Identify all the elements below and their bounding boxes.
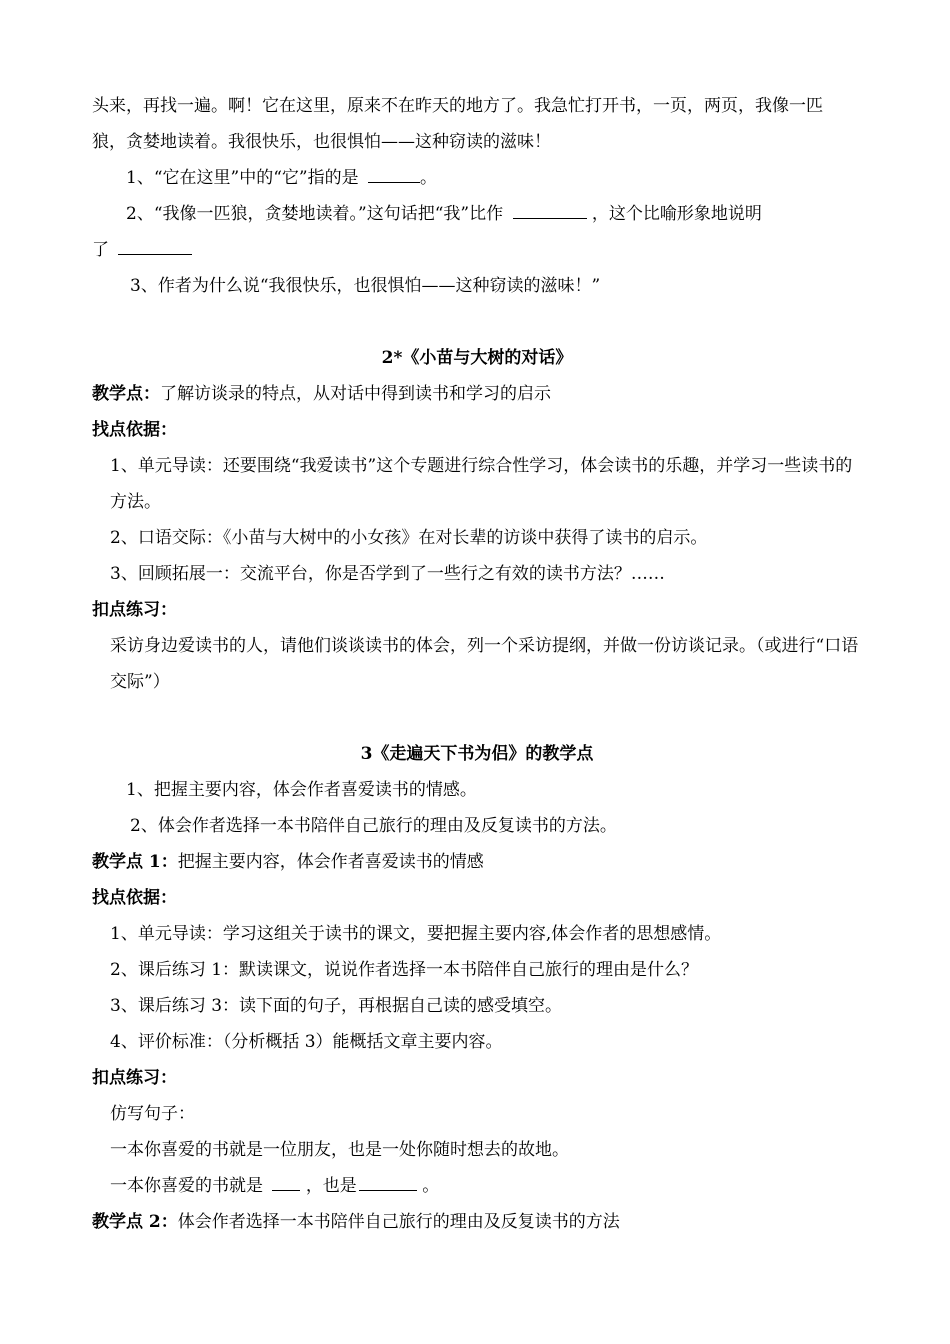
question-1	[92, 160, 862, 196]
question-text: 2、“我像一匹狼，贪婪地读着。”这句话把“我”比作	[126, 204, 504, 224]
basis-label: 找点依据：	[92, 888, 177, 908]
teaching-point-1	[92, 844, 862, 880]
basis-item: 2、口语交际：《小苗与大树中的小女孩》在对长辈的访谈中获得了读书的启示。	[110, 528, 708, 548]
teaching-point-label: 教学点 2：	[92, 1212, 178, 1232]
exercise-label: 扣点练习：	[92, 1068, 177, 1088]
document-page	[92, 88, 862, 1240]
answer-blank	[118, 238, 192, 255]
exercise-label: 扣点练习：	[92, 600, 177, 620]
point-item: 2、体会作者选择一本书陪伴自己旅行的理由及反复读书的方法。	[130, 816, 617, 836]
teaching-point-2	[92, 1204, 862, 1240]
section-title: 3《走遍天下书为侣》的教学点	[360, 744, 594, 764]
basis-item: 3、课后练习 3：读下面的句子，再根据自己读的感受填空。	[110, 996, 563, 1016]
section-title: 2*《小苗与大树的对话》	[381, 348, 573, 368]
teaching-point	[92, 376, 862, 412]
answer-blank	[513, 202, 587, 219]
fill-text: 一本你喜爱的书就是	[110, 1176, 263, 1196]
question-text: 1、“它在这里”中的“它”指的是	[126, 168, 359, 188]
question-2-continued	[92, 232, 862, 268]
basis-item: 2、课后练习 1：默读课文，说说作者选择一本书陪伴自己旅行的理由是什么？	[110, 960, 699, 980]
teaching-point-text: 了解访谈录的特点，从对话中得到读书和学习的启示	[160, 384, 551, 404]
fill-in-sentence	[92, 1168, 862, 1204]
fill-text: 。	[422, 1176, 440, 1196]
fill-text: ，也是	[305, 1176, 357, 1196]
answer-blank	[359, 1174, 417, 1191]
spacer	[92, 700, 862, 736]
question-3: 3、作者为什么说“我很快乐，也很惧怕——这种窃读的滋味！”	[130, 276, 601, 296]
passage-line: 狼，贪婪地读着。我很快乐，也很惧怕——这种窃读的滋味！	[92, 132, 551, 152]
teaching-point-text: 体会作者选择一本书陪伴自己旅行的理由及反复读书的方法	[177, 1212, 620, 1232]
answer-blank	[368, 166, 420, 183]
spacer	[92, 304, 862, 340]
basis-label: 找点依据：	[92, 420, 177, 440]
question-text: ，这个比喻形象地说明	[591, 204, 762, 224]
question-2	[92, 196, 862, 232]
imitate-label: 仿写句子：	[110, 1104, 195, 1124]
basis-item: 1、单元导读：还要围绕“我爱读书”这个专题进行综合性学习，体会读书的乐趣，并学习一些读书的方法。	[110, 456, 853, 512]
passage-line: 头来，再找一遍。啊！它在这里，原来不在昨天的地方了。我急忙打开书，一页，两页，我像一匹	[92, 96, 823, 116]
basis-item: 3、回顾拓展一：交流平台，你是否学到了一些行之有效的读书方法？……	[110, 564, 665, 584]
basis-item: 4、评价标准：（分析概括 3）能概括文章主要内容。	[110, 1032, 503, 1052]
example-sentence: 一本你喜爱的书就是一位朋友，也是一处你随时想去的故地。	[110, 1140, 569, 1160]
teaching-point-label: 教学点 1：	[92, 852, 178, 872]
teaching-point-text: 把握主要内容，体会作者喜爱读书的情感	[177, 852, 484, 872]
basis-item: 1、单元导读：学习这组关于读书的课文，要把握主要内容,体会作者的思想感情。	[110, 924, 722, 944]
point-item: 1、把握主要内容，体会作者喜爱读书的情感。	[126, 780, 477, 800]
question-text: 了	[92, 240, 109, 260]
question-end: 。	[420, 168, 437, 188]
answer-blank	[272, 1174, 300, 1191]
teaching-point-label: 教学点：	[92, 384, 160, 404]
exercise-text: 采访身边爱读书的人，请他们谈谈读书的体会，列一个采访提纲，并做一份访谈记录。（或进行“口语交际”）	[110, 636, 859, 692]
